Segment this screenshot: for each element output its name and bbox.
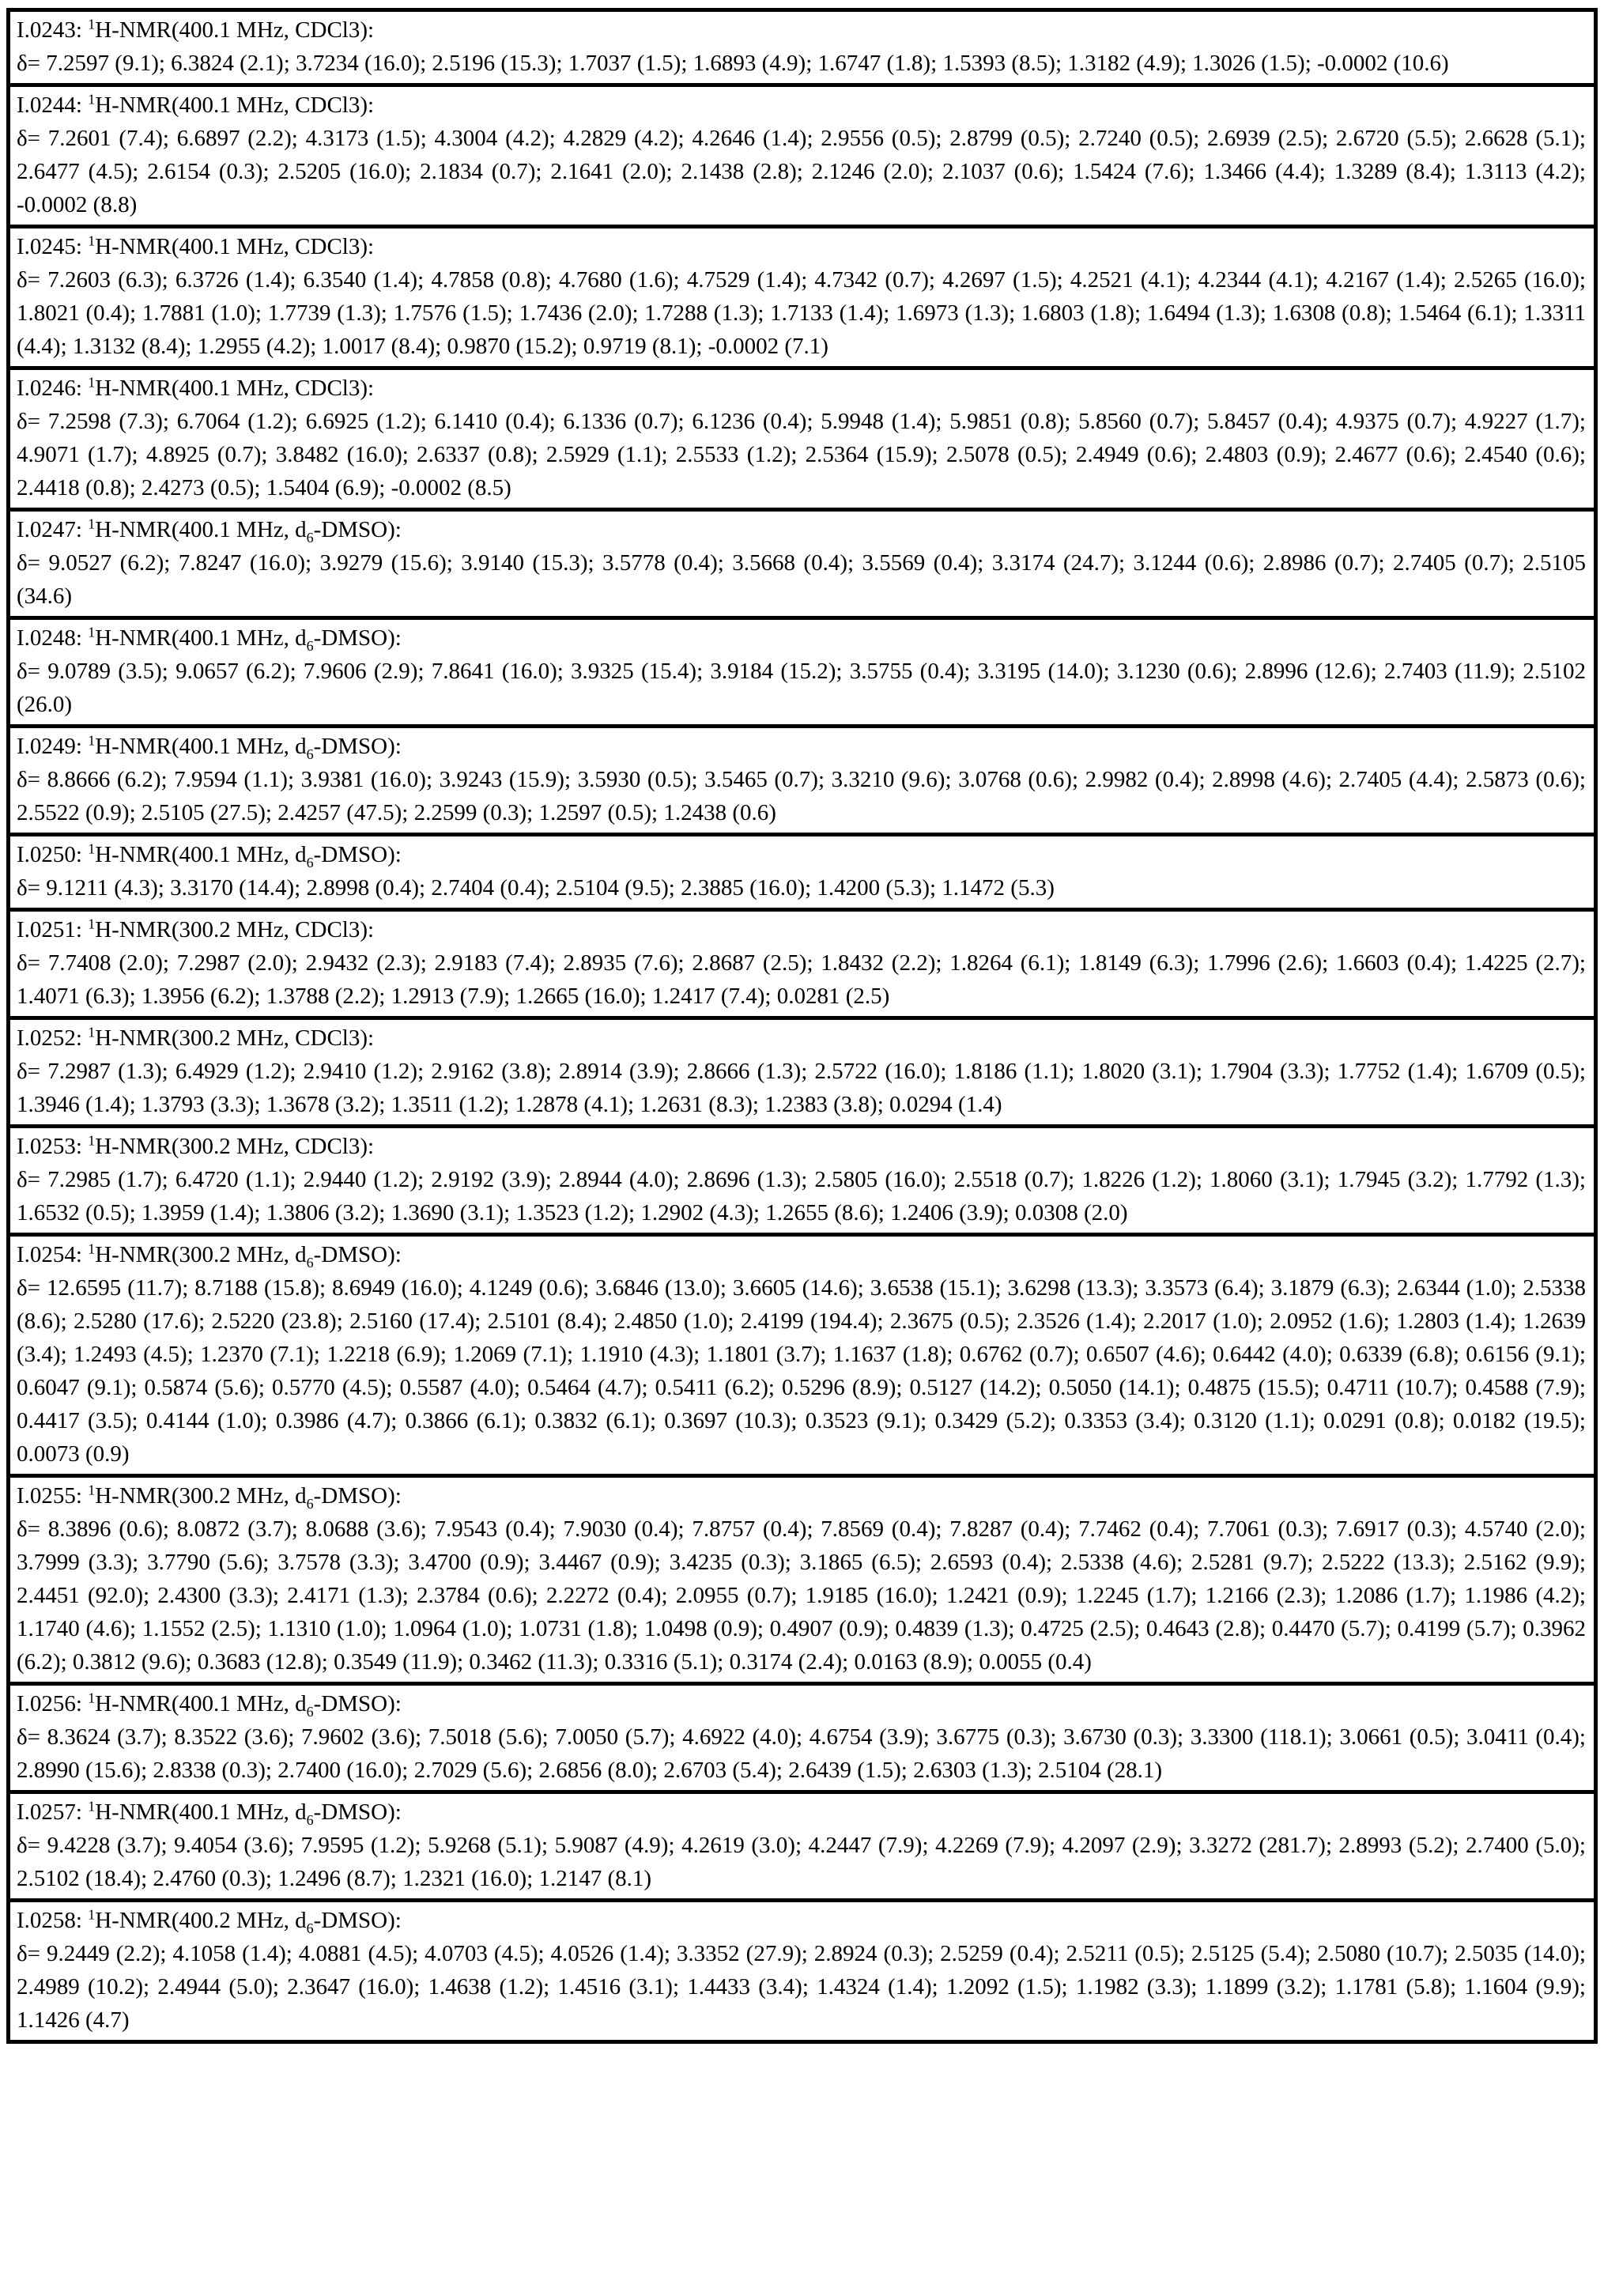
entry-separator: : <box>75 517 89 542</box>
shift-values: 9.4228 (3.7); 9.4054 (3.6); 7.9595 (1.2); 5.9268 (5.1); 5.9087 (4.9); 4.2619 (3.0); 4.2447 (7.9); 4.2269 (7.9); 4.2097 (2.9); 3.3272 (281.7); 2.8993 (5.2); 2.7400 (5.0); 2.5102 (18.4); 2.4760 (0.3); 1.2496 (8.7); 1.2321 (16.0); 1.2147 (8.1) <box>17 1833 1586 1891</box>
shift-values: 8.3896 (0.6); 8.0872 (3.7); 8.0688 (3.6); 7.9543 (0.4); 7.9030 (0.4); 7.8757 (0.4); 7.8569 (0.4); 7.8287 (0.4); 7.7462 (0.4); 7.7061 (0.3); 7.6917 (0.3); 4.5740 (2.0); 3.7999 (3.3); 3.7790 (5.6); 3.7578 (3.3); 3.4700 (0.9); 3.4467 (0.9); 3.4235 (0.3); 3.1865 (6.5); 2.6593 (0.4); 2.5338 (4.6); 2.5281 (9.7); 2.5222 (13.3); 2.5162 (9.9); 2.4451 (92.0); 2.4300 (3.3); 2.4171 (1.3); 2.3784 (0.6); 2.2272 (0.4); 2.0955 (0.7); 1.9185 (16.0); 1.2421 (0.9); 1.2245 (1.7); 1.2166 (2.3); 1.2086 (1.7); 1.1986 (4.2); 1.1740 (4.6); 1.1552 (2.5); 1.1310 (1.0); 1.0964 (1.0); 1.0731 (1.8); 1.0498 (0.9); 0.4907 (0.9); 0.4839 (1.3); 0.4725 (2.5); 0.4643 (2.8); 0.4470 (5.7); 0.4199 (5.7); 0.3962 (6.2); 0.3812 (9.6); 0.3683 (12.8); 0.3549 (11.9); 0.3462 (11.3); 0.3316 (5.1); 0.3174 (2.4); 0.0163 (8.9); 0.0055 (0.4) <box>17 1516 1586 1675</box>
solvent-subscript: 6 <box>306 1495 314 1512</box>
isotope-superscript: 1 <box>88 732 96 749</box>
isotope-superscript: 1 <box>88 840 96 857</box>
nmr-entry <box>10 912 1594 1020</box>
entry-method: H-NMR(400.1 MHz, $d_6-DMSO$): <box>95 1691 402 1720</box>
solvent-subscript: 6 <box>306 1703 314 1720</box>
entry-separator: : <box>75 842 89 867</box>
entry-shift-list <box>17 546 1586 613</box>
shift-values: 7.2603 (6.3); 6.3726 (1.4); 6.3540 (1.4); 4.7858 (0.8); 4.7680 (1.6); 4.7529 (1.4); 4.7342 (0.7); 4.2697 (1.5); 4.2521 (4.1); 4.2344 (4.1); 4.2167 (1.4); 2.5265 (16.0); 1.8021 (0.4); 1.7881 (1.0); 1.7739 (1.3); 1.7576 (1.5); 1.7436 (2.0); 1.7288 (1.3); 1.7133 (1.4); 1.6973 (1.3); 1.6803 (1.8); 1.6494 (1.3); 1.6308 (0.8); 1.5464 (6.1); 1.3311 (4.4); 1.3132 (8.4); 1.2955 (4.2); 1.0017 (8.4); 0.9870 (15.2); 0.9719 (8.1); -0.0002 (7.1) <box>17 267 1586 359</box>
entry-separator: : <box>75 93 89 118</box>
shift-values: 9.2449 (2.2); 4.1058 (1.4); 4.0881 (4.5); 4.0703 (4.5); 4.0526 (1.4); 3.3352 (27.9); 2.8924 (0.3); 2.5259 (0.4); 2.5211 (0.5); 2.5125 (5.4); 2.5080 (10.7); 2.5035 (14.0); 2.4989 (10.2); 2.4944 (5.0); 2.3647 (16.0); 1.4638 (1.2); 1.4516 (3.1); 1.4433 (3.4); 1.4324 (1.4); 1.2092 (1.5); 1.1982 (3.3); 1.1899 (3.2); 1.1781 (5.8); 1.1604 (9.9); 1.1426 (4.7) <box>17 1941 1586 2033</box>
entry-method: H-NMR(300.2 MHz, $d_6-DMSO$): <box>95 1242 402 1271</box>
entry-shift-list <box>17 655 1586 721</box>
entry-id: I.0253 <box>17 1134 76 1159</box>
delta-prefix: δ= <box>17 950 41 976</box>
entry-method: H-NMR(400.1 MHz, CDCl3): <box>95 376 375 401</box>
isotope-superscript: 1 <box>88 1798 96 1815</box>
isotope-superscript: 1 <box>88 515 96 532</box>
entry-id: I.0243 <box>17 17 76 43</box>
entry-shift-list <box>17 405 1586 504</box>
shift-values: 12.6595 (11.7); 8.7188 (15.8); 8.6949 (16.0); 4.1249 (0.6); 3.6846 (13.0); 3.6605 (14.6); 3.6538 (15.1); 3.6298 (13.3); 3.3573 (6.4); 3.1879 (6.3); 2.6344 (1.0); 2.5338 (8.6); 2.5280 (17.6); 2.5220 (23.8); 2.5160 (17.4); 2.5101 (8.4); 2.4850 (1.0); 2.4199 (194.4); 2.3675 (0.5); 2.3526 (1.4); 2.2017 (1.0); 2.0952 (1.6); 1.2803 (1.4); 1.2639 (3.4); 1.2493 (4.5); 1.2370 (7.1); 1.2218 (6.9); 1.2069 (7.1); 1.1910 (4.3); 1.1801 (3.7); 1.1637 (1.8); 0.6762 (0.7); 0.6507 (4.6); 0.6442 (4.0); 0.6339 (6.8); 0.6156 (9.1); 0.6047 (9.1); 0.5874 (5.6); 0.5770 (4.5); 0.5587 (4.0); 0.5464 (4.7); 0.5411 (6.2); 0.5296 (8.9); 0.5127 (14.2); 0.5050 (14.1); 0.4875 (15.5); 0.4711 (10.7); 0.4588 (7.9); 0.4417 (3.5); 0.4144 (1.0); 0.3986 (4.7); 0.3866 (6.1); 0.3832 (6.1); 0.3697 (10.3); 0.3523 (9.1); 0.3429 (5.2); 0.3353 (3.4); 0.3120 (1.1); 0.0291 (0.8); 0.0182 (19.5); 0.0073 (0.9) <box>17 1275 1586 1467</box>
entry-id: I.0251 <box>17 917 76 942</box>
nmr-entry <box>10 836 1594 912</box>
entry-separator: : <box>75 1025 89 1051</box>
entry-id: I.0249 <box>17 734 76 759</box>
entry-method: H-NMR(300.2 MHz, $d_6-DMSO$): <box>95 1483 402 1512</box>
isotope-superscript: 1 <box>88 1690 96 1706</box>
entry-separator: : <box>75 917 89 942</box>
isotope-superscript: 1 <box>88 374 96 391</box>
shift-values: 7.2987 (1.3); 6.4929 (1.2); 2.9410 (1.2); 2.9162 (3.8); 2.8914 (3.9); 2.8666 (1.3); 2.5722 (16.0); 1.8186 (1.1); 1.8020 (3.1); 1.7904 (3.3); 1.7752 (1.4); 1.6709 (0.5); 1.3946 (1.4); 1.3793 (3.3); 1.3678 (3.2); 1.3511 (1.2); 1.2878 (4.1); 1.2631 (8.3); 1.2383 (3.8); 0.0294 (1.4) <box>17 1059 1586 1117</box>
entry-shift-list <box>17 1829 1586 1895</box>
isotope-superscript: 1 <box>88 16 96 32</box>
isotope-superscript: 1 <box>88 916 96 932</box>
entry-shift-list <box>17 122 1586 221</box>
entry-separator: : <box>75 1691 89 1716</box>
shift-values: 8.3624 (3.7); 8.3522 (3.6); 7.9602 (3.6); 7.5018 (5.6); 7.0050 (5.7); 4.6922 (4.0); 4.6754 (3.9); 3.6775 (0.3); 3.6730 (0.3); 3.3300 (118.1); 3.0661 (0.5); 3.0411 (0.4); 2.8990 (15.6); 2.8338 (0.3); 2.7400 (16.0); 2.7029 (5.6); 2.6856 (8.0); 2.6703 (5.4); 2.6439 (1.5); 2.6303 (1.3); 2.5104 (28.1) <box>17 1724 1586 1783</box>
shift-values: 9.1211 (4.3); 3.3170 (14.4); 2.8998 (0.4); 2.7404 (0.4); 2.5104 (9.5); 2.3885 (16.0); 1.4200 (5.3); 1.1472 (5.3) <box>40 875 1055 901</box>
entry-method: H-NMR(400.1 MHz, $d_6-DMSO$): <box>95 625 402 654</box>
entry-id: I.0245 <box>17 234 76 259</box>
shift-values: 7.2597 (9.1); 6.3824 (2.1); 3.7234 (16.0); 2.5196 (15.3); 1.7037 (1.5); 1.6893 (4.9); 1.6747 (1.8); 1.5393 (8.5); 1.3182 (4.9); 1.3026 (1.5); -0.0002 (10.6) <box>40 51 1449 76</box>
entry-method: H-NMR(400.1 MHz, CDCl3): <box>95 93 375 118</box>
entry-header <box>17 13 1586 47</box>
entry-separator: : <box>75 625 89 651</box>
solvent-subscript: 6 <box>306 854 314 870</box>
entry-method: H-NMR(300.2 MHz, CDCl3): <box>95 1025 375 1051</box>
delta-prefix: δ= <box>17 1059 41 1084</box>
isotope-superscript: 1 <box>88 91 96 108</box>
nmr-entry <box>10 1020 1594 1128</box>
nmr-data-table <box>6 8 1598 2044</box>
shift-values: 7.2601 (7.4); 6.6897 (2.2); 4.3173 (1.5); 4.3004 (4.2); 4.2829 (4.2); 4.2646 (1.4); 2.9556 (0.5); 2.8799 (0.5); 2.7240 (0.5); 2.6939 (2.5); 2.6720 (5.5); 2.6628 (5.1); 2.6477 (4.5); 2.6154 (0.3); 2.5205 (16.0); 2.1834 (0.7); 2.1641 (2.0); 2.1438 (2.8); 2.1246 (2.0); 2.1037 (0.6); 1.5424 (7.6); 1.3466 (4.4); 1.3289 (8.4); 1.3113 (4.2); -0.0002 (8.8) <box>17 126 1586 217</box>
entry-separator: : <box>75 1908 89 1933</box>
nmr-entry <box>10 512 1594 620</box>
entry-separator: : <box>75 376 89 401</box>
entry-method: H-NMR(400.1 MHz, CDCl3): <box>95 17 375 43</box>
entry-method: H-NMR(400.1 MHz, $d_6-DMSO$): <box>95 734 402 762</box>
delta-prefix: δ= <box>17 767 41 792</box>
isotope-superscript: 1 <box>88 1906 96 1923</box>
nmr-entry <box>10 1686 1594 1794</box>
entry-header <box>17 230 1586 263</box>
entry-id: I.0247 <box>17 517 76 542</box>
entry-method: H-NMR(400.1 MHz, $d_6-DMSO$): <box>95 1799 402 1828</box>
entry-id: I.0255 <box>17 1483 76 1509</box>
entry-header <box>17 1796 1586 1829</box>
solvent-subscript: 6 <box>306 1920 314 1936</box>
entry-method: H-NMR(400.2 MHz, $d_6-DMSO$): <box>95 1908 402 1936</box>
shift-values: 7.2985 (1.7); 6.4720 (1.1); 2.9440 (1.2); 2.9192 (3.9); 2.8944 (4.0); 2.8696 (1.3); 2.5805 (16.0); 2.5518 (0.7); 1.8226 (1.2); 1.8060 (3.1); 1.7945 (3.2); 1.7792 (1.3); 1.6532 (0.5); 1.3959 (1.4); 1.3806 (3.2); 1.3690 (3.1); 1.3523 (1.2); 1.2902 (4.3); 1.2655 (8.6); 1.2406 (3.9); 0.0308 (2.0) <box>17 1167 1586 1225</box>
entry-shift-list <box>17 1720 1586 1787</box>
entry-shift-list <box>17 946 1586 1013</box>
nmr-entry <box>10 1478 1594 1686</box>
nmr-entry <box>10 1237 1594 1478</box>
shift-values: 7.2598 (7.3); 6.7064 (1.2); 6.6925 (1.2); 6.1410 (0.4); 6.1336 (0.7); 6.1236 (0.4); 5.9948 (1.4); 5.9851 (0.8); 5.8560 (0.7); 5.8457 (0.4); 4.9375 (0.7); 4.9227 (1.7); 4.9071 (1.7); 4.8925 (0.7); 3.8482 (16.0); 2.6337 (0.8); 2.5929 (1.1); 2.5533 (1.2); 2.5364 (15.9); 2.5078 (0.5); 2.4949 (0.6); 2.4803 (0.9); 2.4677 (0.6); 2.4540 (0.6); 2.4418 (0.8); 2.4273 (0.5); 1.5404 (6.9); -0.0002 (8.5) <box>17 409 1586 500</box>
entry-header <box>17 838 1586 871</box>
delta-prefix: δ= <box>17 267 41 293</box>
delta-prefix: δ= <box>17 1833 41 1858</box>
delta-prefix: δ= <box>17 550 41 576</box>
entry-shift-list <box>17 1271 1586 1471</box>
nmr-entry <box>10 1902 1594 2040</box>
entry-header <box>17 513 1586 546</box>
isotope-superscript: 1 <box>88 1241 96 1257</box>
entry-shift-list <box>17 1512 1586 1679</box>
entry-separator: : <box>75 17 89 43</box>
delta-prefix: δ= <box>17 1275 41 1301</box>
solvent-subscript: 6 <box>306 1811 314 1828</box>
shift-values: 9.0527 (6.2); 7.8247 (16.0); 3.9279 (15.6); 3.9140 (15.3); 3.5778 (0.4); 3.5668 (0.4); 3.5569 (0.4); 3.3174 (24.7); 3.1244 (0.6); 2.8986 (0.7); 2.7405 (0.7); 2.5105 (34.6) <box>17 550 1586 609</box>
entry-separator: : <box>75 1799 89 1825</box>
isotope-superscript: 1 <box>88 232 96 249</box>
entry-shift-list <box>17 47 1586 80</box>
entry-header <box>17 1904 1586 1937</box>
entry-header <box>17 1238 1586 1271</box>
entry-id: I.0248 <box>17 625 76 651</box>
entry-header <box>17 1021 1586 1055</box>
nmr-entry <box>10 370 1594 512</box>
entry-header <box>17 1687 1586 1720</box>
entry-method: H-NMR(400.1 MHz, CDCl3): <box>95 234 375 259</box>
entry-id: I.0246 <box>17 376 76 401</box>
entry-id: I.0254 <box>17 1242 76 1267</box>
entry-header <box>17 730 1586 763</box>
nmr-entry <box>10 87 1594 228</box>
nmr-entry <box>10 228 1594 370</box>
entry-separator: : <box>75 234 89 259</box>
isotope-superscript: 1 <box>88 624 96 640</box>
entry-id: I.0244 <box>17 93 76 118</box>
entry-header <box>17 89 1586 122</box>
entry-method: H-NMR(300.2 MHz, CDCl3): <box>95 1134 375 1159</box>
delta-prefix: δ= <box>17 659 41 684</box>
solvent-subscript: 6 <box>306 529 314 546</box>
entry-header <box>17 1479 1586 1512</box>
entry-header <box>17 913 1586 946</box>
nmr-entry <box>10 1794 1594 1902</box>
isotope-superscript: 1 <box>88 1024 96 1040</box>
entry-separator: : <box>75 1483 89 1509</box>
entry-separator: : <box>75 1242 89 1267</box>
nmr-entry <box>10 620 1594 728</box>
entry-separator: : <box>75 1134 89 1159</box>
entry-id: I.0257 <box>17 1799 76 1825</box>
delta-prefix: δ= <box>17 1516 41 1542</box>
entry-header <box>17 1130 1586 1163</box>
delta-prefix: δ= <box>17 126 41 151</box>
solvent-subscript: 6 <box>306 1254 314 1271</box>
delta-prefix: δ= <box>17 1724 41 1750</box>
entry-id: I.0258 <box>17 1908 76 1933</box>
shift-values: 7.7408 (2.0); 7.2987 (2.0); 2.9432 (2.3); 2.9183 (7.4); 2.8935 (7.6); 2.8687 (2.5); 1.8432 (2.2); 1.8264 (6.1); 1.8149 (6.3); 1.7996 (2.6); 1.6603 (0.4); 1.4225 (2.7); 1.4071 (6.3); 1.3956 (6.2); 1.3788 (2.2); 1.2913 (7.9); 1.2665 (16.0); 1.2417 (7.4); 0.0281 (2.5) <box>17 950 1586 1009</box>
delta-prefix: δ= <box>17 1941 41 1966</box>
entry-shift-list <box>17 1937 1586 2037</box>
entry-method: H-NMR(400.1 MHz, $d_6-DMSO$): <box>95 842 402 870</box>
entry-header <box>17 372 1586 405</box>
entry-shift-list <box>17 871 1586 904</box>
shift-values: 8.8666 (6.2); 7.9594 (1.1); 3.9381 (16.0); 3.9243 (15.9); 3.5930 (0.5); 3.5465 (0.7); 3.3210 (9.6); 3.0768 (0.6); 2.9982 (0.4); 2.8998 (4.6); 2.7405 (4.4); 2.5873 (0.6); 2.5522 (0.9); 2.5105 (27.5); 2.4257 (47.5); 2.2599 (0.3); 1.2597 (0.5); 1.2438 (0.6) <box>17 767 1586 825</box>
solvent-subscript: 6 <box>306 637 314 654</box>
entry-id: I.0250 <box>17 842 76 867</box>
delta-prefix: δ= <box>17 875 41 901</box>
entry-method: H-NMR(300.2 MHz, CDCl3): <box>95 917 375 942</box>
delta-prefix: δ= <box>17 51 41 76</box>
entry-shift-list <box>17 263 1586 363</box>
entry-method: H-NMR(400.1 MHz, $d_6-DMSO$): <box>95 517 402 546</box>
isotope-superscript: 1 <box>88 1482 96 1498</box>
solvent-subscript: 6 <box>306 746 314 762</box>
entry-header <box>17 621 1586 655</box>
nmr-entry <box>10 12 1594 87</box>
entry-separator: : <box>75 734 89 759</box>
isotope-superscript: 1 <box>88 1132 96 1149</box>
shift-values: 9.0789 (3.5); 9.0657 (6.2); 7.9606 (2.9); 7.8641 (16.0); 3.9325 (15.4); 3.9184 (15.2); 3.5755 (0.4); 3.3195 (14.0); 3.1230 (0.6); 2.8996 (12.6); 2.7403 (11.9); 2.5102 (26.0) <box>17 659 1586 717</box>
entry-id: I.0256 <box>17 1691 76 1716</box>
delta-prefix: δ= <box>17 1167 41 1192</box>
entry-shift-list <box>17 763 1586 829</box>
entry-shift-list <box>17 1163 1586 1229</box>
nmr-entry <box>10 1128 1594 1237</box>
nmr-entry <box>10 728 1594 836</box>
delta-prefix: δ= <box>17 409 41 434</box>
entry-shift-list <box>17 1055 1586 1121</box>
entry-id: I.0252 <box>17 1025 76 1051</box>
